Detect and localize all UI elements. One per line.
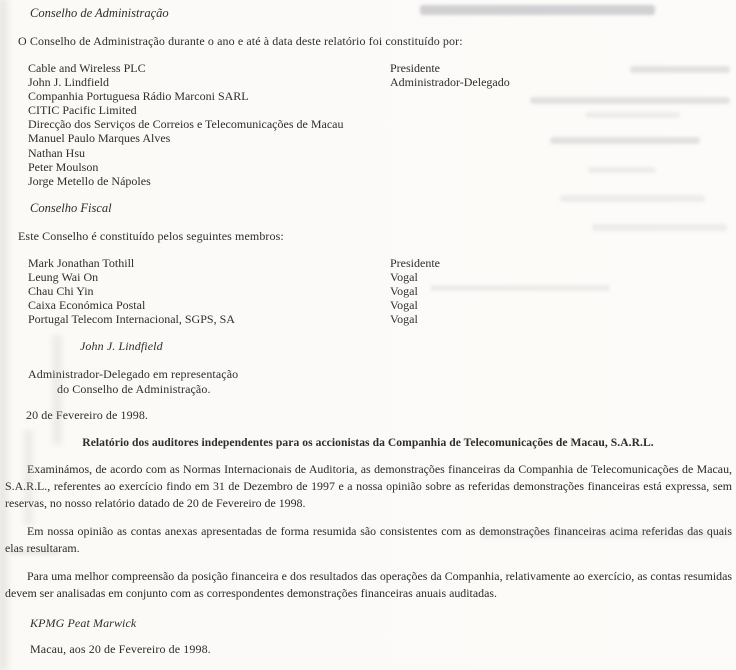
board-intro-text: O Conselho de Administração durante o ano e até à data deste relatório foi constituído por: — [18, 34, 463, 48]
board-member-row — [28, 89, 718, 103]
member-role: Vogal — [390, 312, 418, 327]
member-name: Nathan Hsu — [28, 145, 85, 160]
member-name: Leung Wai On — [28, 270, 99, 285]
member-role: Presidente — [390, 256, 440, 270]
member-name: Direcção dos Serviços de Correios e Telecomunicações de Macau — [28, 117, 344, 132]
member-name: CITIC Pacific Limited — [28, 103, 137, 118]
fiscal-member-row — [28, 298, 718, 312]
signature-date: 20 de Fevereiro de 1998. — [26, 408, 149, 422]
board-member-row — [28, 160, 718, 174]
member-name: Caixa Económica Postal — [28, 298, 146, 313]
fiscal-member-row — [28, 270, 718, 284]
member-name: Peter Moulson — [28, 159, 99, 174]
report-paragraphs — [5, 461, 732, 613]
member-name: Cable and Wireless PLC — [28, 61, 146, 75]
member-name: Companhia Portuguesa Rádio Marconi SARL — [28, 89, 249, 104]
board-section-title: Conselho de Administração — [30, 6, 169, 20]
member-role: Vogal — [390, 284, 418, 299]
bleedthrough-artifact — [420, 5, 655, 15]
report-paragraph: Para uma melhor compreensão da posição financeira e dos resultados das operações da Companhia, relativamente ao exercício, as contas resumidas devem ser analisadas em conjunto com as correspondentes demonstrações financeiras anuais auditadas. — [5, 569, 732, 600]
member-role — [390, 117, 718, 131]
board-member-row — [28, 131, 718, 145]
member-name: Manuel Paulo Marques Alves — [28, 131, 171, 146]
member-role — [390, 160, 718, 174]
fiscal-section-title: Conselho Fiscal — [30, 201, 112, 215]
member-role: Vogal — [390, 298, 418, 313]
member-name: Chau Chi Yin — [28, 284, 94, 299]
bleedthrough-artifact — [560, 195, 705, 202]
signatory-name: John J. Lindfield — [80, 339, 163, 353]
report-heading: Relatório dos auditores independentes para os accionistas da Companhia de Telecomunicações de Macau, S.A.R.L. — [82, 436, 654, 449]
member-role: Administrador-Delegado — [390, 75, 510, 90]
board-member-row — [28, 117, 718, 131]
member-role — [390, 146, 718, 160]
report-paragraph: Em nossa opinião as contas anexas apresentadas de forma resumida são consistentes com as demonstrações financeiras acima referidas das quais elas resultaram. — [5, 524, 732, 555]
signatory-title-line2: do Conselho de Administração. — [57, 382, 211, 396]
signatory-title-line1: Administrador-Delegado em representação — [28, 367, 239, 381]
member-name: Jorge Metello de Nápoles — [28, 173, 151, 188]
board-member-list — [28, 61, 718, 188]
member-name: Mark Jonathan Tothill — [28, 256, 135, 270]
report-closing-date: Macau, aos 20 de Fevereiro de 1998. — [30, 642, 211, 656]
fiscal-member-row — [28, 312, 718, 326]
fiscal-member-row — [28, 284, 718, 298]
member-name: John J. Lindfield — [28, 75, 109, 90]
member-role: Vogal — [390, 270, 418, 285]
member-name: Portugal Telecom Internacional, SGPS, SA — [28, 312, 235, 327]
board-member-row — [28, 174, 718, 188]
member-role — [390, 89, 718, 103]
fiscal-member-list — [28, 256, 718, 326]
board-member-row — [28, 103, 718, 117]
fiscal-member-row — [28, 256, 718, 270]
report-paragraph: Examinámos, de acordo com as Normas Internacionais de Auditoria, as demonstrações financeiras da Companhia de Telecomunicações de Macau, S.A.R.L., referentes ao exercício findo em 31 de Dezembro de 1997 e a nossa opinião sobre as referidas demonstrações financeiras está expressa, sem reservas, no nosso relatório datado de 20 de Fevereiro de 1998. — [5, 462, 732, 510]
member-role — [390, 103, 718, 117]
board-member-row — [28, 146, 718, 160]
bleedthrough-artifact — [592, 224, 727, 231]
board-member-row — [28, 75, 718, 89]
member-role — [390, 174, 718, 188]
board-member-row — [28, 61, 718, 75]
member-role: Presidente — [390, 61, 440, 75]
fiscal-intro-text: Este Conselho é constituído pelos seguintes membros: — [18, 229, 284, 243]
auditor-signature: KPMG Peat Marwick — [30, 616, 137, 630]
member-role — [390, 131, 718, 145]
